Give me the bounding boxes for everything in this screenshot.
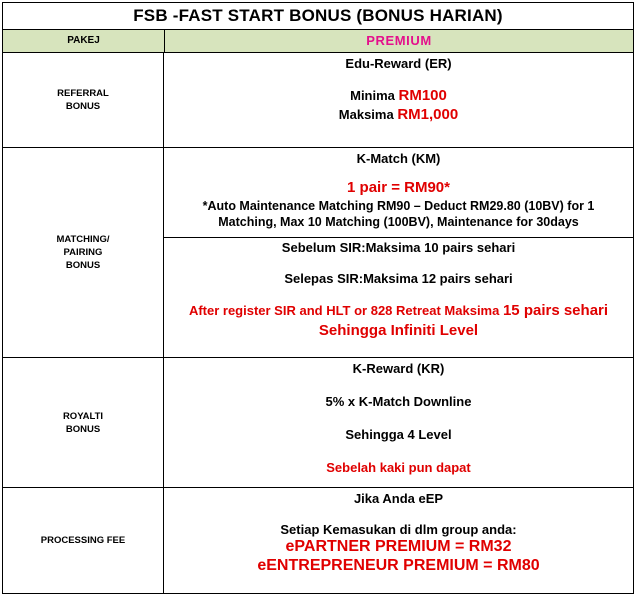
matching-infinity-level: Sehingga Infiniti Level [318, 322, 479, 339]
label-line: BONUS [65, 260, 101, 271]
matching-top-block [164, 148, 633, 237]
content-royalti-bonus [164, 358, 633, 487]
matching-retreat [164, 302, 633, 319]
label-line: PROCESSING FEE [40, 535, 126, 546]
label-line: ROYALTI [62, 410, 104, 422]
matching-maintenance-note [164, 198, 633, 230]
label-matching-bonus [3, 148, 164, 357]
referral-heading: Edu-Reward (ER) [345, 56, 452, 71]
label-royalti-bonus [3, 358, 164, 487]
header-premium: PREMIUM [366, 33, 432, 48]
min-value: RM100 [398, 87, 447, 104]
processing-intro: Setiap Kemasukan di dlm group anda: [280, 522, 517, 537]
processing-entrepreneur-fee: eENTREPRENEUR PREMIUM = RM80 [257, 557, 540, 574]
row-referral-bonus [3, 53, 633, 148]
min-label: Minima [350, 88, 399, 103]
retreat-text: After register SIR and HLT or 828 Retreat Maksima [188, 303, 503, 318]
max-label: Maksima [338, 107, 398, 122]
max-value: RM1,000 [397, 106, 459, 123]
royalti-levels: Sehingga 4 Level [345, 427, 452, 442]
processing-partner-fee: ePARTNER PREMIUM = RM32 [285, 538, 512, 555]
label-line: BONUS [65, 423, 101, 435]
matching-bottom-block [164, 237, 633, 358]
header-row [3, 30, 633, 53]
content-processing-fee [164, 488, 633, 593]
royalti-note: Sebelah kaki pun dapat [326, 460, 471, 475]
matching-after-sir: Selepas SIR:Maksima 12 pairs sehari [284, 271, 513, 286]
retreat-value: 15 pairs sehari [502, 302, 609, 319]
royalti-percent: 5% x K-Match Downline [325, 394, 472, 409]
table-title: FSB -FAST START BONUS (BONUS HARIAN) [3, 3, 633, 30]
content-referral-bonus [164, 53, 633, 147]
note-line: Matching, Max 10 Matching (100BV), Maintenance for 30days [218, 215, 579, 229]
matching-heading: K-Match (KM) [356, 151, 441, 166]
label-line: PAIRING [63, 247, 103, 258]
header-pakej: PAKEJ [3, 30, 165, 52]
label-line: BONUS [65, 101, 101, 112]
row-processing-fee [3, 488, 633, 593]
matching-before-sir: Sebelum SIR:Maksima 10 pairs sehari [281, 240, 516, 255]
processing-heading: Jika Anda eEP [353, 491, 444, 506]
row-royalti-bonus [3, 358, 633, 488]
label-line: MATCHING/ [56, 234, 110, 245]
referral-minimum [164, 87, 633, 104]
label-processing-fee [3, 488, 164, 593]
matching-pair-value: 1 pair = RM90* [347, 179, 450, 196]
label-referral-bonus [3, 53, 164, 147]
bonus-table [2, 2, 634, 594]
referral-maximum [164, 106, 633, 123]
row-matching-bonus [3, 148, 633, 358]
note-line: *Auto Maintenance Matching RM90 – Deduct RM29.80 (10BV) for 1 [202, 199, 595, 213]
royalti-heading: K-Reward (KR) [352, 361, 445, 376]
label-line: REFERRAL [57, 88, 109, 99]
content-matching-bonus [164, 148, 633, 357]
